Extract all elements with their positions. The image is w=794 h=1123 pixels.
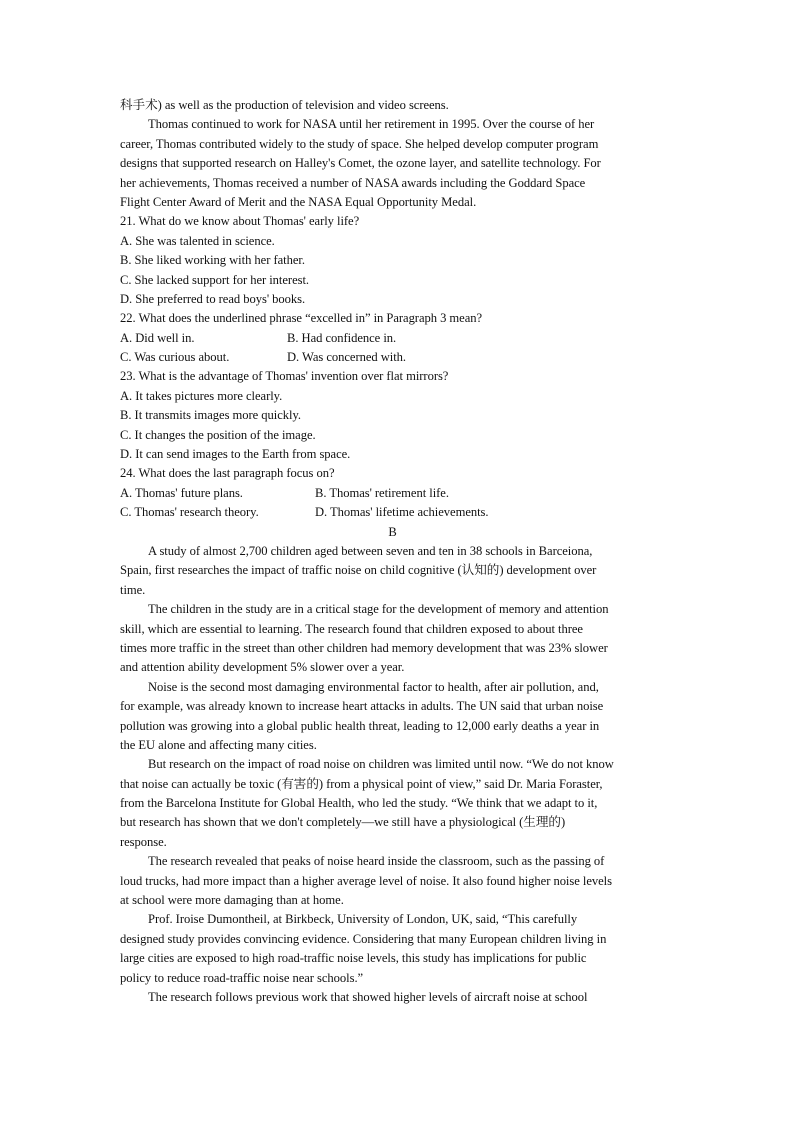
passage-b-p6-line: designed study provides convincing evidence. Considering that many European children living in bbox=[120, 931, 607, 946]
passage-b-p6-line: large cities are exposed to high road-traffic noise levels, this study has implications for public bbox=[120, 951, 587, 966]
passage-b-p1-line: A study of almost 2,700 children aged between seven and ten in 38 schools in Barceiona, bbox=[148, 543, 593, 558]
question-22-options-row-2 bbox=[120, 348, 665, 367]
question-21-option-b: B. She liked working with her father. bbox=[120, 253, 305, 268]
question-21-option-c: C. She lacked support for her interest. bbox=[120, 272, 310, 287]
passage-b-p2-line: and attention ability development 5% slower over a year. bbox=[120, 660, 405, 675]
passage-b-p7-line: The research follows previous work that showed higher levels of aircraft noise at school bbox=[148, 989, 588, 1004]
passage-a-line: Thomas continued to work for NASA until her retirement in 1995. Over the course of her bbox=[148, 117, 595, 132]
question-24-option-a: A. Thomas' future plans. bbox=[120, 485, 243, 500]
question-23-option-b: B. It transmits images more quickly. bbox=[120, 408, 302, 423]
passage-b-p2-line: times more traffic in the street than other children had memory development that was 23% slower bbox=[120, 640, 608, 655]
question-23-option-d: D. It can send images to the Earth from space. bbox=[120, 447, 351, 462]
question-21-option-a: A. She was talented in science. bbox=[120, 233, 275, 248]
question-24-option-b: B. Thomas' retirement life. bbox=[315, 485, 449, 500]
question-24-options-row-1 bbox=[120, 484, 665, 503]
question-21-option-d: D. She preferred to read boys' books. bbox=[120, 291, 306, 306]
passage-b-p4-line: that noise can actually be toxic (有害的) from a physical point of view,” said Dr. Maria Foraster, bbox=[120, 776, 603, 791]
question-23-stem: 23. What is the advantage of Thomas' invention over flat mirrors? bbox=[120, 369, 449, 384]
passage-b-p1-line: Spain, first researches the impact of traffic noise on child cognitive (认知的) development over bbox=[120, 563, 597, 578]
question-22-option-b: B. Had confidence in. bbox=[287, 330, 397, 345]
question-21-stem: 21. What do we know about Thomas' early life? bbox=[120, 214, 360, 229]
question-22-option-c: C. Was curious about. bbox=[120, 350, 230, 365]
passage-b-p2-line: The children in the study are in a critical stage for the development of memory and attention bbox=[148, 602, 609, 617]
question-22-option-d: D. Was concerned with. bbox=[287, 350, 407, 365]
exam-page bbox=[120, 96, 665, 1007]
question-24-stem: 24. What does the last paragraph focus on? bbox=[120, 466, 335, 481]
passage-a-line: career, Thomas contributed widely to the study of space. She helped develop computer program bbox=[120, 136, 599, 151]
passage-a-line: 科手术) as well as the production of television and video screens. bbox=[120, 98, 449, 112]
passage-a-line: her achievements, Thomas received a number of NASA awards including the Goddard Space bbox=[120, 175, 586, 190]
passage-a-line: Flight Center Award of Merit and the NASA Equal Opportunity Medal. bbox=[120, 194, 477, 209]
passage-b-p6-line: Prof. Iroise Dumontheil, at Birkbeck, University of London, UK, said, “This carefully bbox=[148, 912, 578, 927]
passage-b-p3-line: the EU alone and affecting many cities. bbox=[120, 737, 317, 752]
passage-b-p3-line: pollution was growing into a global public health threat, leading to 12,000 early deaths a year in bbox=[120, 718, 600, 733]
passage-b-heading: B bbox=[388, 524, 397, 539]
passage-b-p4-line: response. bbox=[120, 834, 167, 849]
passage-b-p5-line: loud trucks, had more impact than a higher average level of noise. It also found higher noise levels bbox=[120, 873, 612, 888]
question-23-option-c: C. It changes the position of the image. bbox=[120, 427, 316, 442]
question-24-options-row-2 bbox=[120, 503, 665, 522]
question-22-option-a: A. Did well in. bbox=[120, 330, 195, 345]
question-22-options-row-1 bbox=[120, 329, 665, 348]
passage-b-p4-line: but research has shown that we don't completely—we still have a physiological (生理的) bbox=[120, 815, 566, 830]
passage-b-p4-line: from the Barcelona Institute for Global Health, who led the study. “We think that we adapt to it, bbox=[120, 796, 598, 811]
question-24-option-c: C. Thomas' research theory. bbox=[120, 505, 259, 520]
passage-b-p4-line: But research on the impact of road noise on children was limited until now. “We do not know bbox=[148, 757, 614, 772]
question-24-option-d: D. Thomas' lifetime achievements. bbox=[315, 505, 489, 520]
passage-b-p5-line: The research revealed that peaks of noise heard inside the classroom, such as the passing of bbox=[148, 854, 605, 869]
passage-b-p5-line: at school were more damaging than at home. bbox=[120, 893, 344, 908]
passage-b-p3-line: Noise is the second most damaging environmental factor to health, after air pollution, and, bbox=[148, 679, 599, 694]
question-23-option-a: A. It takes pictures more clearly. bbox=[120, 388, 283, 403]
question-22-stem: 22. What does the underlined phrase “excelled in” in Paragraph 3 mean? bbox=[120, 311, 483, 326]
passage-b-p2-line: skill, which are essential to learning. The research found that children exposed to about three bbox=[120, 621, 583, 636]
passage-b-p6-line: policy to reduce road-traffic noise near schools.” bbox=[120, 970, 364, 985]
passage-a-line: designs that supported research on Halley's Comet, the ozone layer, and satellite technology. For bbox=[120, 156, 601, 171]
passage-b-p1-line: time. bbox=[120, 582, 146, 597]
passage-b-p3-line: for example, was already known to increase heart attacks in adults. The UN said that urban noise bbox=[120, 699, 604, 714]
